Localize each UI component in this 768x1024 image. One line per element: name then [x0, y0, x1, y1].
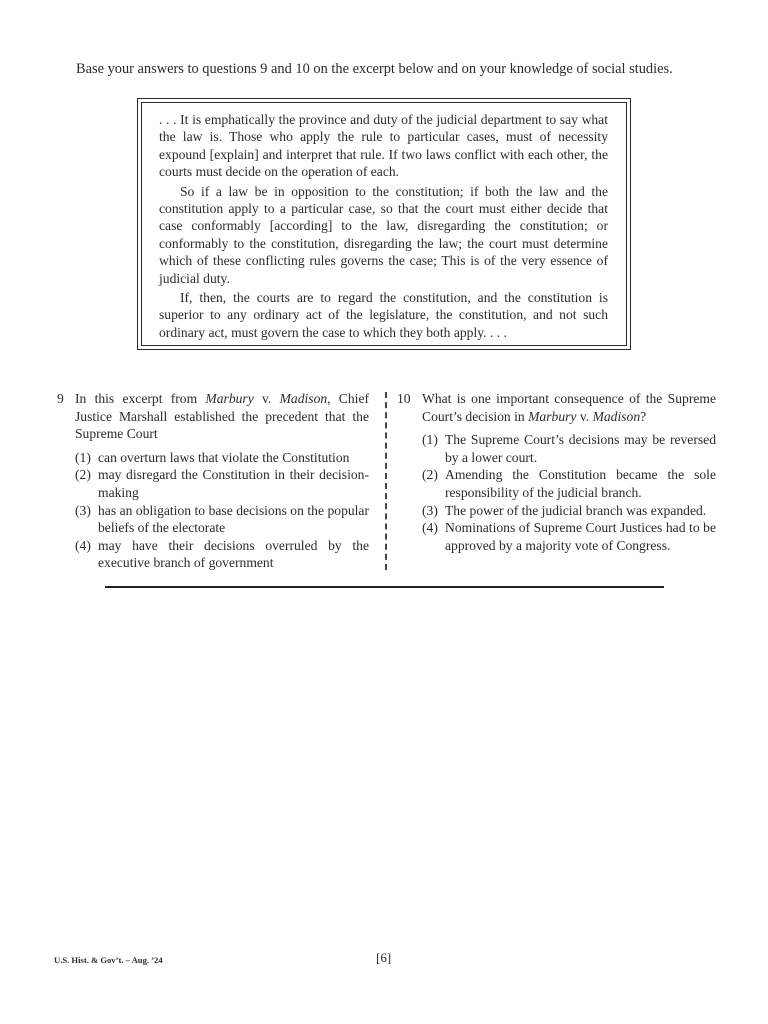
choice-number: (3) [422, 502, 438, 518]
choice-text: can overturn laws that violate the Constitution [98, 449, 350, 465]
question-stem: In this excerpt from Marbury v. Madison, Chief Justice Marshall established the precedent that the Supreme Court [75, 391, 370, 442]
instructions: Base your answers to questions 9 and 10 on the excerpt below and on your knowledge of social studies. [76, 61, 673, 77]
choice-number: (4) [75, 537, 91, 553]
answer-choice-4[interactable] [75, 537, 369, 572]
excerpt-text [141, 102, 627, 346]
choice-text: The Supreme Court’s decisions may be reversed by a lower court. [445, 432, 716, 465]
answer-choice-2[interactable] [75, 466, 369, 501]
excerpt-paragraph-3: If, then, the courts are to regard the constitution, and the constitution is superior to any ordinary act of the legislature, the constitution, and not such ordinary act, must govern the case to which they both apply. . . . [159, 290, 608, 340]
answer-choice-3[interactable] [422, 502, 716, 520]
choice-number: (2) [422, 467, 438, 483]
answer-choice-3[interactable] [75, 502, 369, 537]
choice-text: may have their decisions overruled by the executive branch of government [98, 537, 369, 571]
excerpt-paragraph-2: So if a law be in opposition to the constitution; if both the law and the constitution apply to a particular case, so that the court must either decide that case conformably [according] to the law, disregarding the constitution; or conformably to the constitution, disregarding the law; the court must determine which of these conflicting rules governs the case; This is of the very essence of judicial duty. [159, 183, 608, 286]
choice-text: The power of the judicial branch was expanded. [445, 502, 707, 518]
answer-choice-4[interactable] [422, 519, 716, 554]
section-rule [105, 586, 664, 588]
choice-number: (2) [75, 467, 91, 483]
question-number: 10 [397, 391, 411, 406]
choice-text: may disregard the Constitution in their decision-making [98, 467, 369, 500]
question-stem: What is one important consequence of the Supreme Court’s decision in Marbury v. Madison? [422, 391, 716, 424]
page-number: [6] [376, 950, 392, 965]
question-9 [57, 390, 369, 572]
question-10 [397, 390, 716, 554]
excerpt-box [137, 98, 631, 350]
answer-choice-1[interactable] [422, 431, 716, 466]
question-number: 9 [57, 391, 64, 406]
choice-text: Nominations of Supreme Court Justices had to be approved by a majority vote of Congress. [445, 520, 716, 553]
choice-number: (1) [422, 432, 438, 448]
answer-choices [75, 449, 369, 572]
choice-number: (4) [422, 520, 438, 536]
choice-text: Amending the Constitution became the sole responsibility of the judicial branch. [445, 467, 716, 500]
excerpt-paragraph-1: . . . It is emphatically the province and duty of the judicial department to say what the law is. Those who apply the rule to particular cases, must of necessity expound [explain] and interpret that rule. If two laws conflict with each other, the courts must decide on the operation of each. [159, 112, 608, 180]
column-divider [385, 392, 387, 570]
answer-choices [422, 431, 716, 554]
choice-number: (1) [75, 449, 91, 465]
exam-footer: U.S. Hist. & Gov’t. – Aug. ’24 [54, 955, 163, 965]
choice-number: (3) [75, 502, 91, 518]
choice-text: has an obligation to base decisions on the popular beliefs of the electorate [98, 502, 369, 536]
answer-choice-2[interactable] [422, 466, 716, 501]
answer-choice-1[interactable] [75, 449, 369, 467]
